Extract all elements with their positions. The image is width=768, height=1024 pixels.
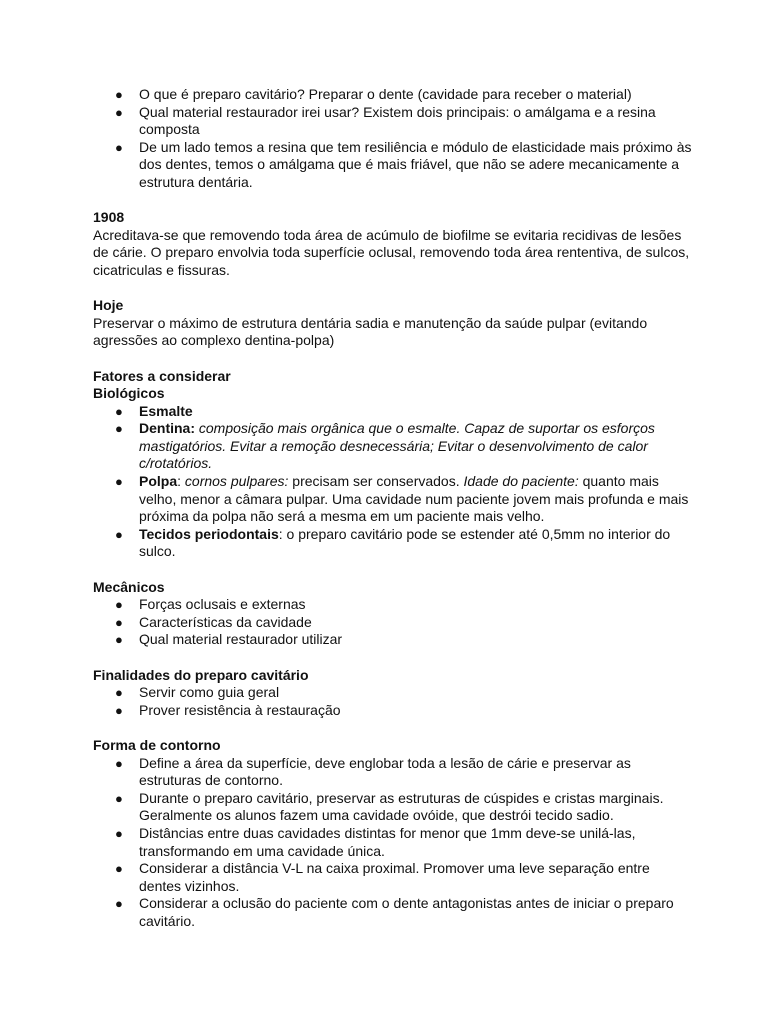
list-item: ● Qual material restaurador irei usar? Existem dois principais: o amálgama e a resina composta: [115, 103, 656, 138]
list-item: ● O que é preparo cavitário? Preparar o dente (cavidade para receber o material): [115, 86, 632, 102]
list-item: ● Qual material restaurador utilizar: [115, 631, 343, 648]
bullet-icon: ●: [115, 526, 123, 542]
heading-forma-contorno: Forma de contorno: [93, 736, 221, 753]
list-item: ● Tecidos periodontais: o preparo cavitário pode se estender até 0,5mm no interior do sulco.: [115, 525, 671, 560]
bullet-icon: ●: [115, 474, 123, 490]
bullet-icon: ●: [115, 790, 123, 806]
paragraph-hoje: Preservar o máximo de estrutura dentária sadia e manutenção da saúde pulpar (evitando agressões ao complexo dentina-polpa): [93, 314, 648, 349]
bullet-icon: ●: [115, 825, 123, 841]
list-item: ● Forças oclusais e externas: [115, 596, 306, 613]
list-item: ● Define a área da superfície, deve englobar toda a lesão de cárie e preservar as estruturas de contorno.: [115, 754, 631, 789]
bullet-icon: ●: [115, 685, 123, 701]
bullet-icon: ●: [115, 597, 123, 613]
bullet-icon: ●: [115, 403, 123, 419]
list-item: ● Considerar a oclusão do paciente com o dente antagonistas antes de iniciar o preparo cavitário.: [115, 895, 674, 929]
paragraph-1908: Acreditava-se que removendo toda área de acúmulo de biofilme se evitaria recidivas de lesões de cárie. O preparo envolvia toda superfície oclusal, removendo toda área rententiva, de sulcos, cicatriculas e fissuras.: [93, 226, 690, 278]
heading-biologicos: Biológicos: [93, 385, 165, 402]
list-item: ● Esmalte: [115, 402, 193, 419]
bullet-icon: ●: [115, 139, 123, 155]
bullet-icon: ●: [115, 702, 123, 718]
bullet-icon: ●: [115, 861, 123, 877]
biologicos-list: [93, 403, 693, 561]
heading-hoje: Hoje: [93, 297, 124, 314]
list-item: ● Considerar a distância V-L na caixa proximal. Promover uma leve separação entre dentes vizinhos.: [115, 860, 650, 894]
list-item: ● Distâncias entre duas cavidades distintas for menor que 1mm deve-se unilá-las, transformando em uma cavidade única.: [115, 824, 636, 859]
list-item: ● Servir como guia geral: [115, 684, 280, 701]
heading-fatores: Fatores a considerar: [93, 367, 231, 384]
list-item: ● Durante o preparo cavitário, preservar as estruturas de cúspides e cristas marginais. Geralmente os alunos fazem uma cavidade ovóide, que destrói tecido sadio.: [115, 789, 664, 824]
bullet-icon: ●: [115, 896, 123, 912]
intro-list: [93, 86, 693, 192]
heading-finalidades: Finalidades do preparo cavitário: [93, 666, 309, 683]
bullet-icon: ●: [115, 421, 123, 437]
mecanicos-list: [93, 596, 693, 649]
list-item: ● Polpa: cornos pulpares: precisam ser conservados. Idade do paciente: quanto mais velho, menor a câmara pulpar. Uma cavidade num paciente jovem mais profunda e mais próxima da polpa não será a mesma em um paciente mais velho.: [115, 473, 689, 525]
bullet-icon: ●: [115, 755, 123, 771]
list-item: ● De um lado temos a resina que tem resiliência e módulo de elasticidade mais próximo às dos dentes, temos o amálgama que é mais friável, que não se adere mecanicamente a estrutura dentária.: [115, 138, 692, 190]
list-item: ● Características da cavidade: [115, 613, 312, 630]
bullet-icon: ●: [115, 632, 123, 648]
list-item: ● Dentina: composição mais orgânica que o esmalte. Capaz de suportar os esforços mastigatórios. Evitar a remoção desnecessária; Evitar o desenvolvimento de calor c/rotatórios.: [115, 420, 655, 472]
heading-mecanicos: Mecânicos: [93, 578, 165, 595]
list-item: ● Prover resistência à restauração: [115, 701, 341, 718]
bullet-icon: ●: [115, 614, 123, 630]
bullet-icon: ●: [115, 104, 123, 120]
document-page: [93, 86, 693, 931]
finalidades-list: [93, 684, 693, 719]
heading-1908: 1908: [93, 209, 125, 226]
bullet-icon: ●: [115, 87, 123, 102]
forma-contorno-list: [93, 755, 693, 931]
